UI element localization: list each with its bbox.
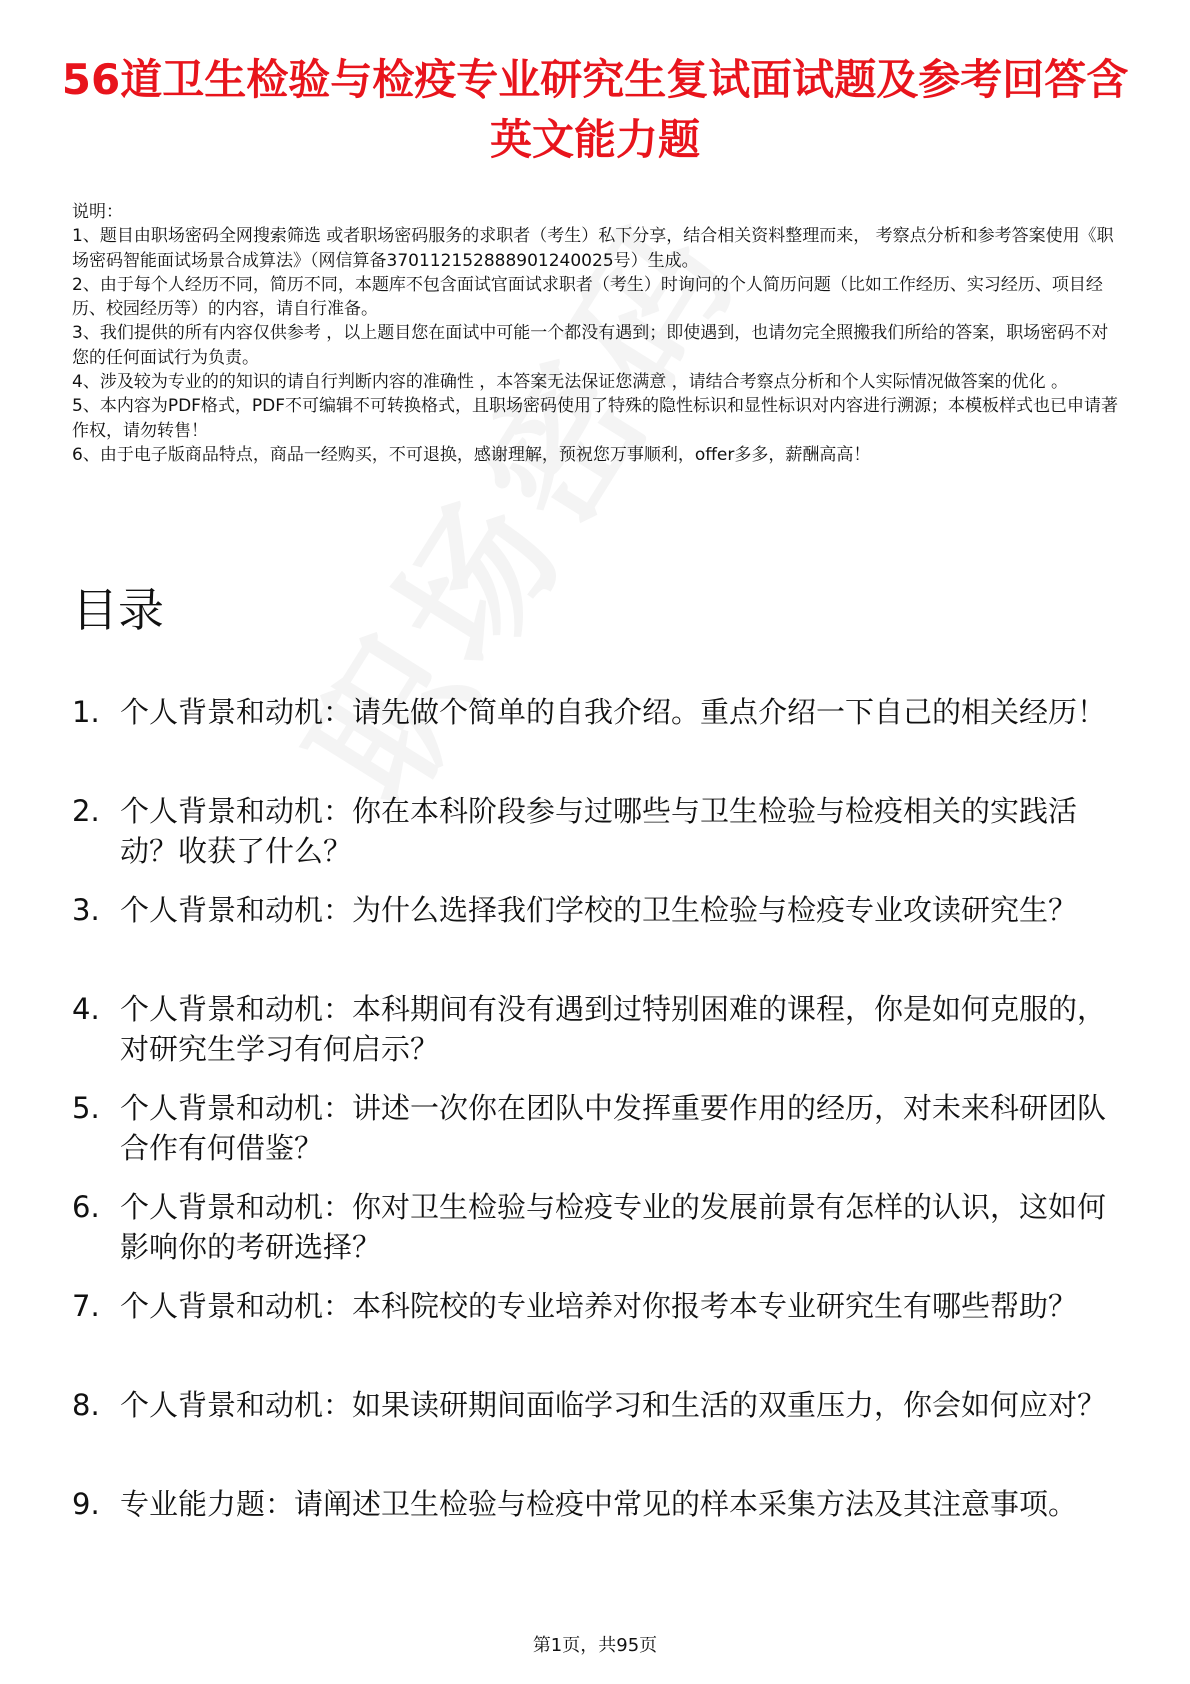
page-footer: 第1页，共95页 — [532, 1635, 658, 1656]
toc-item-text[interactable]: 专业能力题：请阐述卫生检验与检疫中常见的样本采集方法及其注意事项。 — [120, 1487, 1078, 1521]
note-item: 4、涉及较为专业的的知识的请自行判断内容的准确性 ，本答案无法保证您满意 ，请结合考察点分析和个人实际情况做答案的优化 。 — [72, 372, 1069, 393]
toc-item-text[interactable]: 个人背景和动机：你在本科阶段参与过哪些与卫生检验与检疫相关的实践活动？收获了什么？ — [120, 794, 1078, 868]
toc-item-number: 9. — [72, 1487, 100, 1521]
toc-item-number: 1. — [72, 695, 100, 729]
toc-item[interactable] — [72, 1385, 1122, 1465]
toc-item[interactable] — [72, 692, 1122, 772]
toc-item-number: 5. — [72, 1091, 100, 1125]
toc-item[interactable] — [72, 890, 1122, 970]
toc-item-number: 7. — [72, 1289, 100, 1323]
note-item: 5、本内容为PDF格式，PDF不可编辑不可转换格式，且职场密码使用了特殊的隐性标识和显性标识对内容进行溯源；本模板样式也已申请著作权，请勿转售！ — [72, 396, 1119, 441]
toc-item-number: 4. — [72, 992, 100, 1026]
toc-item[interactable] — [72, 1286, 1122, 1366]
note-item: 3、我们提供的所有内容仅供参考 ，以上题目您在面试中可能一个都没有遇到；即使遇到，也请勿完全照搬我们所给的答案，职场密码不对您的任何面试行为负责。 — [72, 323, 1109, 368]
toc-item-text[interactable]: 个人背景和动机：讲述一次你在团队中发挥重要作用的经历，对未来科研团队合作有何借鉴？ — [120, 1091, 1107, 1165]
toc-heading: 目录 — [72, 583, 164, 637]
toc-item-number: 3. — [72, 893, 100, 927]
notes-section — [72, 200, 1124, 467]
notes-heading: 说明： — [72, 202, 123, 222]
note-item: 1、题目由职场密码全网搜索筛选 或者职场密码服务的求职者（考生）私下分享，结合相关资料整理而来， 考察点分析和参考答案使用《职场密码智能面试场景合成算法》（网信算备370112152888901240025号）生成。 — [72, 226, 1114, 271]
toc-list — [72, 692, 1122, 1583]
note-item: 6、由于电子版商品特点，商品一经购买，不可退换，感谢理解，预祝您万事顺利，offer多多，薪酬高高！ — [72, 444, 871, 465]
toc-item[interactable] — [72, 1088, 1122, 1168]
toc-item-number: 2. — [72, 794, 100, 828]
toc-item[interactable] — [72, 1187, 1122, 1267]
toc-item-text[interactable]: 个人背景和动机：本科院校的专业培养对你报考本专业研究生有哪些帮助？ — [120, 1289, 1078, 1323]
toc-item-text[interactable]: 个人背景和动机：如果读研期间面临学习和生活的双重压力，你会如何应对？ — [120, 1388, 1107, 1422]
toc-item[interactable] — [72, 1484, 1122, 1564]
toc-item-text[interactable]: 个人背景和动机：请先做个简单的自我介绍。重点介绍一下自己的相关经历！ — [120, 695, 1107, 729]
toc-item-number: 6. — [72, 1190, 100, 1224]
toc-item-text[interactable]: 个人背景和动机：本科期间有没有遇到过特别困难的课程，你是如何克服的，对研究生学习有何启示？ — [120, 992, 1107, 1066]
note-item: 2、由于每个人经历不同，简历不同，本题库不包含面试官面试求职者（考生）时询问的个人简历问题（比如工作经历、实习经历、项目经历、校园经历等）的内容，请自行准备。 — [72, 274, 1103, 320]
toc-item[interactable] — [72, 989, 1122, 1069]
toc-item-number: 8. — [72, 1388, 100, 1422]
toc-item-text[interactable]: 个人背景和动机：为什么选择我们学校的卫生检验与检疫专业攻读研究生？ — [120, 893, 1078, 927]
toc-item-text[interactable]: 个人背景和动机：你对卫生检验与检疫专业的发展前景有怎样的认识，这如何影响你的考研选择？ — [120, 1190, 1107, 1264]
toc-item[interactable] — [72, 791, 1122, 871]
document-title: 56道卫生检验与检疫专业研究生复试面试题及参考回答含英文能力题 — [61, 55, 1129, 164]
